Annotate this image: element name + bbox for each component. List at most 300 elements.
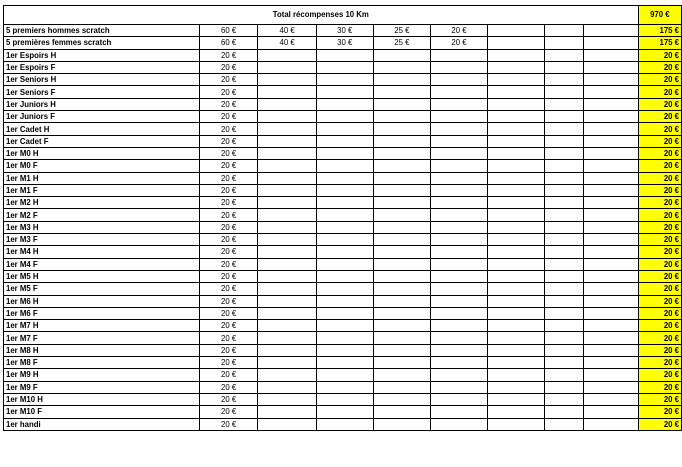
prize-amount-cell[interactable] xyxy=(487,49,544,61)
row-total-cell[interactable]: 20 € xyxy=(638,184,681,196)
prize-amount-cell[interactable] xyxy=(544,270,583,282)
prize-amount-cell[interactable]: 20 € xyxy=(431,37,488,49)
prize-amount-cell[interactable] xyxy=(431,98,488,110)
prize-amount-cell[interactable] xyxy=(544,320,583,332)
prize-amount-cell[interactable]: 30 € xyxy=(316,25,373,37)
prize-amount-cell[interactable]: 20 € xyxy=(199,393,258,405)
prize-amount-cell[interactable] xyxy=(544,332,583,344)
prize-amount-cell[interactable] xyxy=(583,393,638,405)
prize-amount-cell[interactable] xyxy=(487,25,544,37)
prize-amount-cell[interactable] xyxy=(487,295,544,307)
prize-amount-cell[interactable]: 20 € xyxy=(199,258,258,270)
prize-amount-cell[interactable] xyxy=(373,418,431,430)
prize-amount-cell[interactable] xyxy=(316,160,373,172)
prize-amount-cell[interactable]: 60 € xyxy=(199,37,258,49)
prize-amount-cell[interactable] xyxy=(487,369,544,381)
prize-amount-cell[interactable] xyxy=(316,74,373,86)
row-total-cell[interactable]: 20 € xyxy=(638,49,681,61)
prize-amount-cell[interactable] xyxy=(258,357,317,369)
category-label-cell[interactable]: 1er M1 H xyxy=(4,172,200,184)
row-total-cell[interactable]: 20 € xyxy=(638,160,681,172)
prize-amount-cell[interactable] xyxy=(431,406,488,418)
prize-amount-cell[interactable] xyxy=(316,320,373,332)
prize-amount-cell[interactable] xyxy=(373,258,431,270)
prize-amount-cell[interactable]: 20 € xyxy=(199,209,258,221)
prize-amount-cell[interactable] xyxy=(373,295,431,307)
prize-amount-cell[interactable] xyxy=(583,147,638,159)
category-label-cell[interactable]: 1er M6 H xyxy=(4,295,200,307)
prize-amount-cell[interactable] xyxy=(431,209,488,221)
prize-amount-cell[interactable]: 20 € xyxy=(199,172,258,184)
prize-amount-cell[interactable]: 20 € xyxy=(199,160,258,172)
prize-amount-cell[interactable] xyxy=(373,135,431,147)
prize-amount-cell[interactable] xyxy=(373,369,431,381)
prize-amount-cell[interactable] xyxy=(583,295,638,307)
prize-amount-cell[interactable] xyxy=(544,172,583,184)
prize-amount-cell[interactable] xyxy=(431,160,488,172)
category-label-cell[interactable]: 1er M6 F xyxy=(4,307,200,319)
prize-amount-cell[interactable] xyxy=(583,25,638,37)
prize-amount-cell[interactable] xyxy=(373,123,431,135)
prize-amount-cell[interactable] xyxy=(487,184,544,196)
prize-amount-cell[interactable] xyxy=(258,344,317,356)
prize-amount-cell[interactable] xyxy=(316,184,373,196)
prize-amount-cell[interactable] xyxy=(583,258,638,270)
prize-amount-cell[interactable]: 20 € xyxy=(199,111,258,123)
prize-amount-cell[interactable] xyxy=(373,61,431,73)
prize-amount-cell[interactable] xyxy=(373,332,431,344)
prize-amount-cell[interactable] xyxy=(487,307,544,319)
prize-amount-cell[interactable] xyxy=(583,332,638,344)
category-label-cell[interactable]: 1er M5 F xyxy=(4,283,200,295)
prize-amount-cell[interactable] xyxy=(316,381,373,393)
prize-amount-cell[interactable] xyxy=(431,61,488,73)
prize-amount-cell[interactable]: 30 € xyxy=(316,37,373,49)
prize-amount-cell[interactable] xyxy=(316,61,373,73)
row-total-cell[interactable]: 20 € xyxy=(638,147,681,159)
prize-amount-cell[interactable] xyxy=(544,37,583,49)
prize-amount-cell[interactable] xyxy=(258,234,317,246)
prize-amount-cell[interactable] xyxy=(373,406,431,418)
prize-amount-cell[interactable] xyxy=(373,221,431,233)
prize-amount-cell[interactable] xyxy=(373,246,431,258)
prize-amount-cell[interactable] xyxy=(258,381,317,393)
prize-amount-cell[interactable] xyxy=(583,357,638,369)
prize-amount-cell[interactable] xyxy=(316,98,373,110)
prize-amount-cell[interactable] xyxy=(431,320,488,332)
prize-amount-cell[interactable] xyxy=(544,209,583,221)
prize-amount-cell[interactable] xyxy=(487,332,544,344)
prize-amount-cell[interactable]: 25 € xyxy=(373,37,431,49)
category-label-cell[interactable]: 1er handi xyxy=(4,418,200,430)
prize-amount-cell[interactable] xyxy=(316,234,373,246)
row-total-cell[interactable]: 20 € xyxy=(638,74,681,86)
prize-amount-cell[interactable] xyxy=(431,357,488,369)
category-label-cell[interactable]: 1er M9 H xyxy=(4,369,200,381)
row-total-cell[interactable]: 20 € xyxy=(638,418,681,430)
row-total-cell[interactable]: 20 € xyxy=(638,111,681,123)
prize-amount-cell[interactable] xyxy=(544,25,583,37)
prize-amount-cell[interactable] xyxy=(316,246,373,258)
category-label-cell[interactable]: 1er M1 F xyxy=(4,184,200,196)
prize-amount-cell[interactable] xyxy=(316,209,373,221)
category-label-cell[interactable]: 1er Espoirs H xyxy=(4,49,200,61)
prize-amount-cell[interactable] xyxy=(544,49,583,61)
row-total-cell[interactable]: 20 € xyxy=(638,381,681,393)
prize-amount-cell[interactable] xyxy=(258,283,317,295)
row-total-cell[interactable]: 20 € xyxy=(638,234,681,246)
prize-amount-cell[interactable]: 20 € xyxy=(199,61,258,73)
prize-amount-cell[interactable] xyxy=(258,332,317,344)
prize-amount-cell[interactable] xyxy=(431,147,488,159)
prize-amount-cell[interactable] xyxy=(544,295,583,307)
prize-amount-cell[interactable] xyxy=(373,74,431,86)
prize-amount-cell[interactable] xyxy=(544,418,583,430)
prize-amount-cell[interactable]: 20 € xyxy=(199,295,258,307)
prize-amount-cell[interactable]: 60 € xyxy=(199,25,258,37)
prize-amount-cell[interactable]: 20 € xyxy=(199,307,258,319)
category-label-cell[interactable]: 1er M9 F xyxy=(4,381,200,393)
row-total-cell[interactable]: 20 € xyxy=(638,258,681,270)
prize-amount-cell[interactable] xyxy=(258,147,317,159)
prize-amount-cell[interactable] xyxy=(487,393,544,405)
prize-amount-cell[interactable]: 20 € xyxy=(199,320,258,332)
prize-amount-cell[interactable] xyxy=(431,344,488,356)
prize-amount-cell[interactable] xyxy=(583,61,638,73)
prize-amount-cell[interactable] xyxy=(316,393,373,405)
prize-amount-cell[interactable] xyxy=(583,209,638,221)
prize-amount-cell[interactable] xyxy=(373,307,431,319)
prize-amount-cell[interactable]: 20 € xyxy=(199,49,258,61)
prize-amount-cell[interactable]: 20 € xyxy=(199,147,258,159)
prize-amount-cell[interactable] xyxy=(258,270,317,282)
prize-amount-cell[interactable] xyxy=(316,332,373,344)
prize-amount-cell[interactable] xyxy=(487,111,544,123)
prize-amount-cell[interactable] xyxy=(544,197,583,209)
grand-total-cell[interactable]: 970 € xyxy=(638,6,681,25)
prize-amount-cell[interactable] xyxy=(258,393,317,405)
category-label-cell[interactable]: 1er M8 F xyxy=(4,357,200,369)
row-total-cell[interactable]: 20 € xyxy=(638,393,681,405)
prize-amount-cell[interactable] xyxy=(544,246,583,258)
prize-amount-cell[interactable] xyxy=(258,295,317,307)
prize-amount-cell[interactable] xyxy=(258,320,317,332)
category-label-cell[interactable]: 1er M4 F xyxy=(4,258,200,270)
prize-amount-cell[interactable] xyxy=(583,418,638,430)
prize-amount-cell[interactable] xyxy=(544,369,583,381)
prize-amount-cell[interactable]: 20 € xyxy=(199,123,258,135)
prize-amount-cell[interactable] xyxy=(487,98,544,110)
prize-amount-cell[interactable] xyxy=(258,258,317,270)
prize-amount-cell[interactable] xyxy=(258,135,317,147)
row-total-cell[interactable]: 20 € xyxy=(638,98,681,110)
prize-amount-cell[interactable] xyxy=(373,147,431,159)
prize-amount-cell[interactable] xyxy=(544,98,583,110)
row-total-cell[interactable]: 20 € xyxy=(638,209,681,221)
prize-amount-cell[interactable] xyxy=(431,123,488,135)
row-total-cell[interactable]: 20 € xyxy=(638,135,681,147)
prize-amount-cell[interactable] xyxy=(431,393,488,405)
prize-amount-cell[interactable] xyxy=(316,307,373,319)
prize-amount-cell[interactable] xyxy=(487,406,544,418)
prize-amount-cell[interactable] xyxy=(431,74,488,86)
prize-amount-cell[interactable]: 20 € xyxy=(199,74,258,86)
prize-amount-cell[interactable]: 40 € xyxy=(258,37,317,49)
prize-amount-cell[interactable] xyxy=(258,406,317,418)
prize-amount-cell[interactable] xyxy=(258,197,317,209)
prize-amount-cell[interactable] xyxy=(544,258,583,270)
prize-amount-cell[interactable] xyxy=(258,98,317,110)
prize-amount-cell[interactable] xyxy=(487,270,544,282)
row-total-cell[interactable]: 20 € xyxy=(638,221,681,233)
category-label-cell[interactable]: 5 premières femmes scratch xyxy=(4,37,200,49)
prize-amount-cell[interactable] xyxy=(431,307,488,319)
prize-amount-cell[interactable] xyxy=(258,221,317,233)
prize-amount-cell[interactable]: 20 € xyxy=(199,98,258,110)
prize-amount-cell[interactable] xyxy=(316,135,373,147)
category-label-cell[interactable]: 1er M7 H xyxy=(4,320,200,332)
row-total-cell[interactable]: 20 € xyxy=(638,406,681,418)
prize-amount-cell[interactable] xyxy=(431,246,488,258)
prize-amount-cell[interactable] xyxy=(316,221,373,233)
prize-amount-cell[interactable] xyxy=(487,381,544,393)
prize-amount-cell[interactable] xyxy=(583,135,638,147)
prize-amount-cell[interactable] xyxy=(583,86,638,98)
prize-amount-cell[interactable] xyxy=(487,147,544,159)
prize-amount-cell[interactable] xyxy=(487,357,544,369)
category-label-cell[interactable]: 1er Espoirs F xyxy=(4,61,200,73)
prize-amount-cell[interactable] xyxy=(583,98,638,110)
prize-amount-cell[interactable]: 20 € xyxy=(199,197,258,209)
row-total-cell[interactable]: 20 € xyxy=(638,332,681,344)
prize-amount-cell[interactable] xyxy=(487,344,544,356)
prize-amount-cell[interactable] xyxy=(583,320,638,332)
prize-amount-cell[interactable] xyxy=(544,86,583,98)
prize-amount-cell[interactable]: 20 € xyxy=(431,25,488,37)
category-label-cell[interactable]: 1er Cadet F xyxy=(4,135,200,147)
prize-amount-cell[interactable] xyxy=(316,111,373,123)
prize-amount-cell[interactable] xyxy=(316,369,373,381)
prize-amount-cell[interactable] xyxy=(544,406,583,418)
prize-amount-cell[interactable] xyxy=(373,86,431,98)
prize-amount-cell[interactable]: 20 € xyxy=(199,357,258,369)
category-label-cell[interactable]: 1er M3 F xyxy=(4,234,200,246)
prize-amount-cell[interactable] xyxy=(544,111,583,123)
prize-amount-cell[interactable] xyxy=(373,184,431,196)
prize-amount-cell[interactable] xyxy=(258,184,317,196)
prize-amount-cell[interactable] xyxy=(544,160,583,172)
prize-amount-cell[interactable] xyxy=(487,221,544,233)
category-label-cell[interactable]: 1er M0 H xyxy=(4,147,200,159)
prize-amount-cell[interactable] xyxy=(487,135,544,147)
category-label-cell[interactable]: 1er Juniors H xyxy=(4,98,200,110)
row-total-cell[interactable]: 20 € xyxy=(638,344,681,356)
prize-amount-cell[interactable] xyxy=(431,111,488,123)
category-label-cell[interactable]: 5 premiers hommes scratch xyxy=(4,25,200,37)
prize-amount-cell[interactable] xyxy=(431,172,488,184)
prize-amount-cell[interactable] xyxy=(583,246,638,258)
prize-amount-cell[interactable] xyxy=(544,147,583,159)
prize-amount-cell[interactable] xyxy=(373,320,431,332)
prize-amount-cell[interactable] xyxy=(373,344,431,356)
prize-amount-cell[interactable] xyxy=(544,123,583,135)
prize-amount-cell[interactable] xyxy=(316,295,373,307)
row-total-cell[interactable]: 20 € xyxy=(638,283,681,295)
prize-amount-cell[interactable] xyxy=(258,246,317,258)
prize-amount-cell[interactable] xyxy=(431,270,488,282)
prize-amount-cell[interactable] xyxy=(583,111,638,123)
prize-amount-cell[interactable] xyxy=(544,393,583,405)
row-total-cell[interactable]: 20 € xyxy=(638,61,681,73)
prize-amount-cell[interactable] xyxy=(431,418,488,430)
prize-amount-cell[interactable] xyxy=(583,381,638,393)
prize-amount-cell[interactable] xyxy=(431,283,488,295)
prize-amount-cell[interactable] xyxy=(544,344,583,356)
prize-amount-cell[interactable]: 20 € xyxy=(199,86,258,98)
prize-amount-cell[interactable] xyxy=(373,270,431,282)
prize-amount-cell[interactable] xyxy=(373,283,431,295)
category-label-cell[interactable]: 1er M10 F xyxy=(4,406,200,418)
category-label-cell[interactable]: 1er M10 H xyxy=(4,393,200,405)
prize-amount-cell[interactable] xyxy=(583,406,638,418)
row-total-cell[interactable]: 20 € xyxy=(638,270,681,282)
row-total-cell[interactable]: 20 € xyxy=(638,357,681,369)
prize-amount-cell[interactable] xyxy=(583,49,638,61)
prize-amount-cell[interactable] xyxy=(373,393,431,405)
prize-amount-cell[interactable] xyxy=(373,209,431,221)
prize-amount-cell[interactable]: 20 € xyxy=(199,221,258,233)
category-label-cell[interactable]: 1er M2 F xyxy=(4,209,200,221)
row-total-cell[interactable]: 175 € xyxy=(638,37,681,49)
prize-amount-cell[interactable] xyxy=(583,74,638,86)
prize-amount-cell[interactable] xyxy=(544,381,583,393)
row-total-cell[interactable]: 20 € xyxy=(638,86,681,98)
prize-amount-cell[interactable] xyxy=(583,160,638,172)
prize-amount-cell[interactable] xyxy=(373,381,431,393)
prize-amount-cell[interactable] xyxy=(487,160,544,172)
prize-amount-cell[interactable] xyxy=(373,197,431,209)
row-total-cell[interactable]: 20 € xyxy=(638,197,681,209)
prize-amount-cell[interactable] xyxy=(487,234,544,246)
category-label-cell[interactable]: 1er Seniors H xyxy=(4,74,200,86)
prize-amount-cell[interactable]: 25 € xyxy=(373,25,431,37)
row-total-cell[interactable]: 20 € xyxy=(638,307,681,319)
prize-amount-cell[interactable] xyxy=(487,37,544,49)
prize-amount-cell[interactable] xyxy=(583,344,638,356)
prize-amount-cell[interactable]: 20 € xyxy=(199,246,258,258)
prize-amount-cell[interactable] xyxy=(487,197,544,209)
prize-amount-cell[interactable] xyxy=(258,209,317,221)
prize-amount-cell[interactable] xyxy=(316,86,373,98)
prize-amount-cell[interactable] xyxy=(487,258,544,270)
prize-amount-cell[interactable] xyxy=(316,123,373,135)
prize-amount-cell[interactable] xyxy=(431,234,488,246)
prize-amount-cell[interactable] xyxy=(431,49,488,61)
prize-amount-cell[interactable] xyxy=(583,221,638,233)
prize-amount-cell[interactable] xyxy=(544,234,583,246)
sheet-title[interactable]: Total récompenses 10 Km xyxy=(4,6,639,25)
prize-amount-cell[interactable] xyxy=(316,406,373,418)
prize-amount-cell[interactable] xyxy=(316,344,373,356)
prize-amount-cell[interactable] xyxy=(487,86,544,98)
prize-amount-cell[interactable] xyxy=(431,86,488,98)
prize-amount-cell[interactable] xyxy=(258,111,317,123)
prize-amount-cell[interactable] xyxy=(258,307,317,319)
prize-amount-cell[interactable]: 20 € xyxy=(199,234,258,246)
prize-amount-cell[interactable] xyxy=(316,418,373,430)
category-label-cell[interactable]: 1er M2 H xyxy=(4,197,200,209)
prize-amount-cell[interactable] xyxy=(258,418,317,430)
prize-amount-cell[interactable] xyxy=(583,369,638,381)
prize-amount-cell[interactable] xyxy=(373,160,431,172)
prize-amount-cell[interactable] xyxy=(373,172,431,184)
prize-amount-cell[interactable] xyxy=(583,307,638,319)
prize-amount-cell[interactable] xyxy=(316,172,373,184)
prize-amount-cell[interactable] xyxy=(487,418,544,430)
prize-amount-cell[interactable]: 20 € xyxy=(199,135,258,147)
category-label-cell[interactable]: 1er M0 F xyxy=(4,160,200,172)
prize-amount-cell[interactable] xyxy=(583,197,638,209)
prize-amount-cell[interactable] xyxy=(544,135,583,147)
prize-amount-cell[interactable] xyxy=(258,172,317,184)
prize-amount-cell[interactable] xyxy=(431,135,488,147)
prize-amount-cell[interactable] xyxy=(431,184,488,196)
row-total-cell[interactable]: 175 € xyxy=(638,25,681,37)
prize-amount-cell[interactable] xyxy=(316,283,373,295)
category-label-cell[interactable]: 1er M3 H xyxy=(4,221,200,233)
prize-amount-cell[interactable]: 40 € xyxy=(258,25,317,37)
prize-amount-cell[interactable] xyxy=(258,86,317,98)
category-label-cell[interactable]: 1er Cadet H xyxy=(4,123,200,135)
prize-amount-cell[interactable] xyxy=(544,184,583,196)
prize-amount-cell[interactable]: 20 € xyxy=(199,418,258,430)
category-label-cell[interactable]: 1er Juniors F xyxy=(4,111,200,123)
prize-amount-cell[interactable] xyxy=(431,332,488,344)
prize-amount-cell[interactable] xyxy=(487,172,544,184)
row-total-cell[interactable]: 20 € xyxy=(638,123,681,135)
prize-amount-cell[interactable] xyxy=(431,197,488,209)
prize-amount-cell[interactable] xyxy=(258,61,317,73)
prize-amount-cell[interactable] xyxy=(373,111,431,123)
prize-amount-cell[interactable] xyxy=(583,270,638,282)
row-total-cell[interactable]: 20 € xyxy=(638,295,681,307)
row-total-cell[interactable]: 20 € xyxy=(638,246,681,258)
prize-amount-cell[interactable] xyxy=(583,184,638,196)
prize-amount-cell[interactable] xyxy=(583,37,638,49)
prize-amount-cell[interactable] xyxy=(373,357,431,369)
prize-amount-cell[interactable]: 20 € xyxy=(199,184,258,196)
prize-amount-cell[interactable] xyxy=(487,246,544,258)
prize-amount-cell[interactable]: 20 € xyxy=(199,270,258,282)
prize-amount-cell[interactable]: 20 € xyxy=(199,332,258,344)
prize-amount-cell[interactable] xyxy=(583,234,638,246)
prize-amount-cell[interactable] xyxy=(258,74,317,86)
category-label-cell[interactable]: 1er Seniors F xyxy=(4,86,200,98)
prize-amount-cell[interactable]: 20 € xyxy=(199,344,258,356)
prize-amount-cell[interactable] xyxy=(487,123,544,135)
prize-amount-cell[interactable] xyxy=(258,49,317,61)
prize-amount-cell[interactable] xyxy=(583,123,638,135)
row-total-cell[interactable]: 20 € xyxy=(638,369,681,381)
prize-amount-cell[interactable] xyxy=(316,258,373,270)
prize-amount-cell[interactable] xyxy=(544,61,583,73)
prize-amount-cell[interactable] xyxy=(544,283,583,295)
prize-amount-cell[interactable] xyxy=(431,258,488,270)
prize-amount-cell[interactable] xyxy=(431,295,488,307)
prize-amount-cell[interactable] xyxy=(258,123,317,135)
prize-amount-cell[interactable] xyxy=(431,221,488,233)
prize-amount-cell[interactable] xyxy=(544,307,583,319)
